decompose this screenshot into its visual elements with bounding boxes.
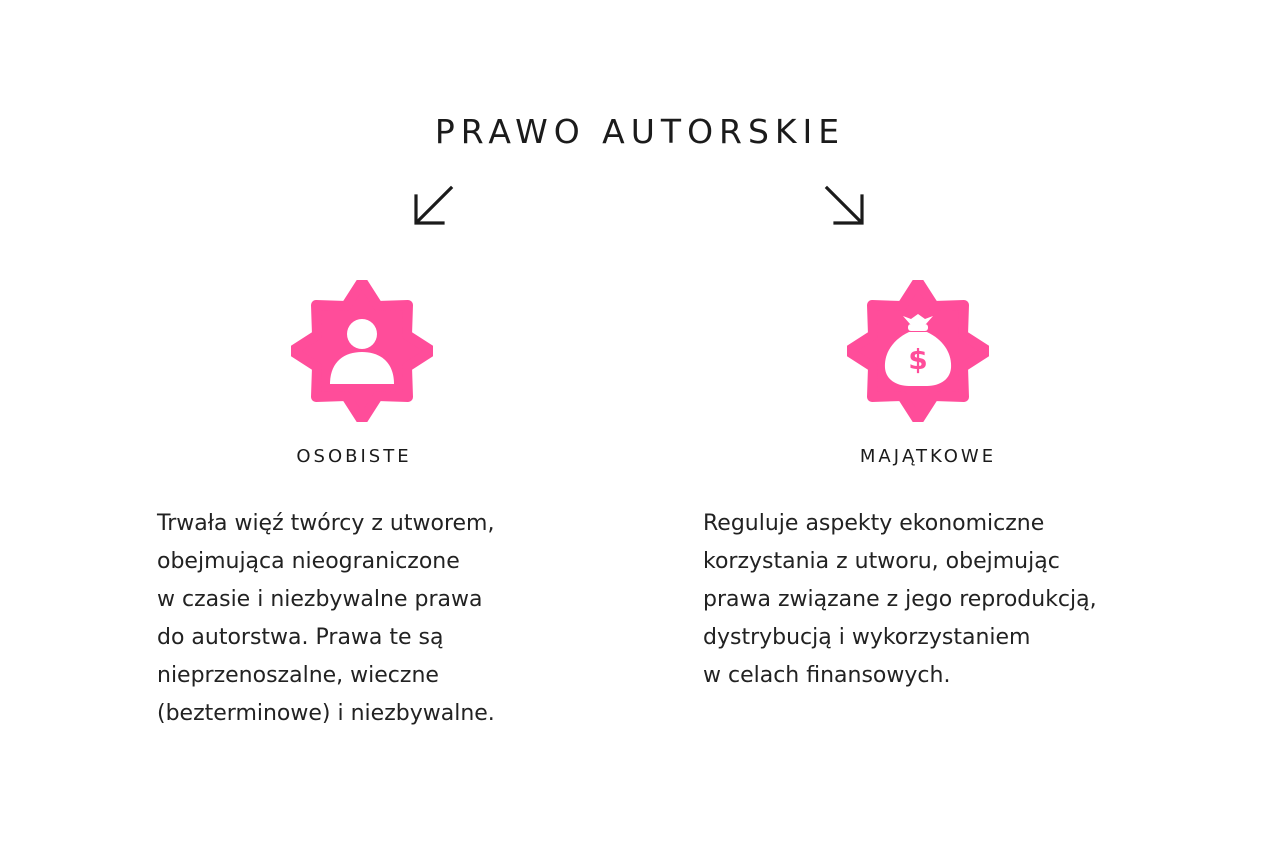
arrow-down-left-icon: [411, 184, 455, 228]
description-line: dystrybucją i wykorzystaniem: [703, 625, 1031, 650]
person-badge: [291, 280, 433, 422]
description-line: (bezterminowe) i niezbywalne.: [157, 701, 495, 726]
description-line: prawa związane z jego reprodukcją,: [703, 587, 1097, 612]
description-line: Reguluje aspekty ekonomiczne: [703, 511, 1045, 536]
description-line: nieprzenoszalne, wieczne: [157, 663, 439, 688]
branch-label-majatkowe: MAJĄTKOWE: [859, 446, 997, 467]
description-line: korzystania z utworu, obejmując: [703, 549, 1060, 574]
svg-text:$: $: [908, 343, 928, 376]
description-osobiste: [157, 505, 597, 733]
description-line: obejmująca nieograniczone: [157, 549, 460, 574]
description-line: w czasie i niezbywalne prawa: [157, 587, 483, 612]
money-bag-badge: [847, 280, 989, 422]
description-line: w celach finansowych.: [703, 663, 951, 688]
badge-shape: [292, 281, 432, 421]
arrow-down-right-icon: [823, 184, 867, 228]
page-title: PRAWO AUTORSKIE: [434, 112, 846, 151]
branch-label-osobiste: OSOBISTE: [296, 446, 412, 467]
description-majatkowe: [703, 505, 1203, 695]
description-line: do autorstwa. Prawa te są: [157, 625, 444, 650]
description-line: Trwała więź twórcy z utworem,: [157, 511, 495, 536]
